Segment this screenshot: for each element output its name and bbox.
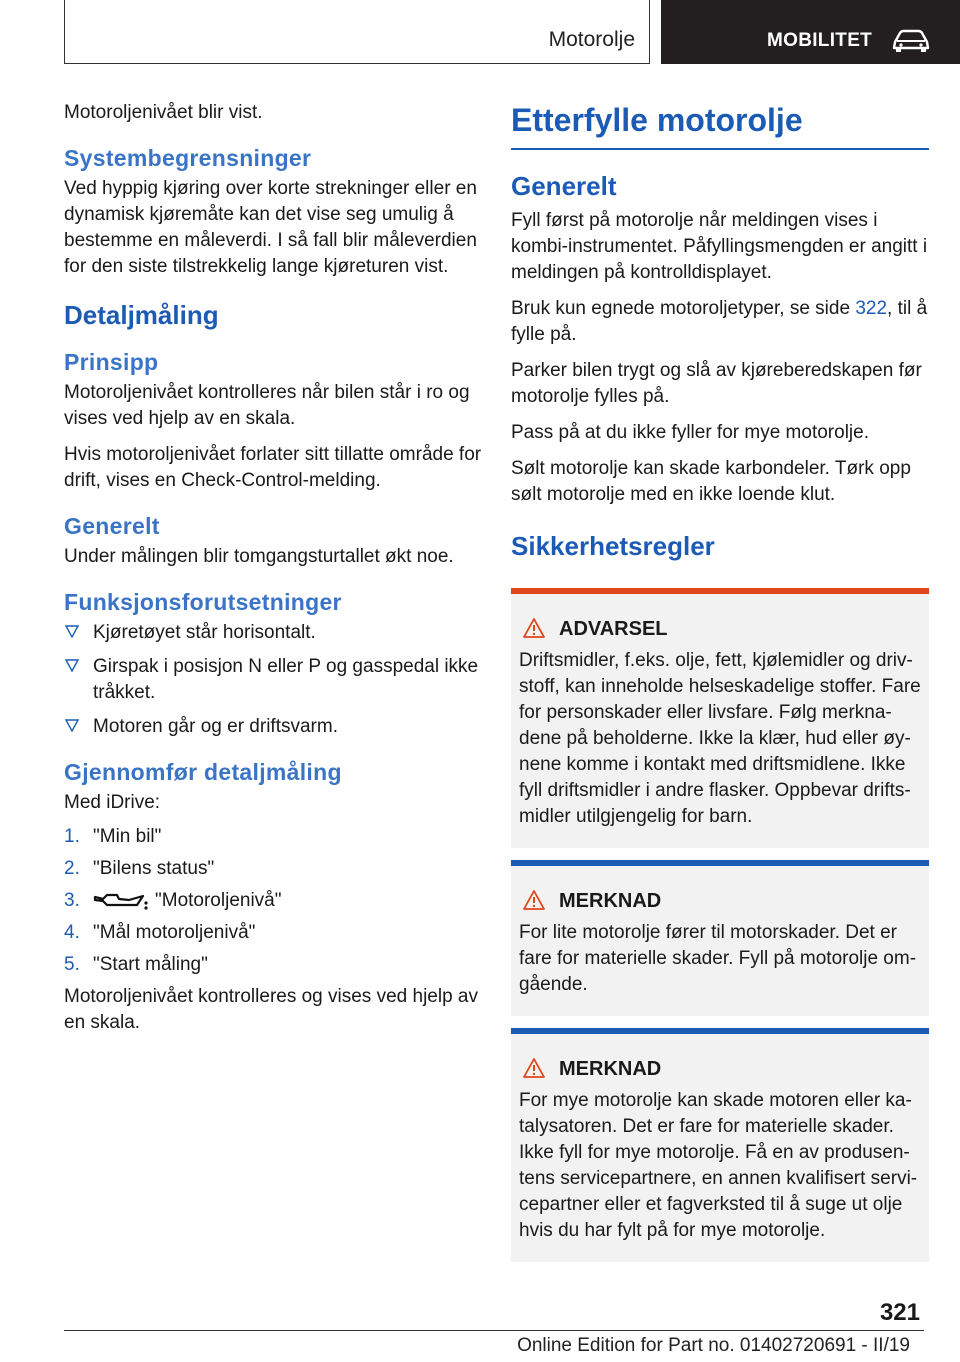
page-link[interactable]: 322: [855, 298, 888, 319]
step-item: 3. "Motoroljenivå": [64, 890, 282, 911]
page-title: Etterfylle motorolje: [511, 100, 929, 150]
warning-text: Driftsmidler, f.eks. olje, fett, kjølemidler og driv-stoff, kan inneholde helseskadelige stoffer. Fare for personskader eller livsfare. Følg merkna-dene på beholderne. Ikke la klær, hud eller øy-nene komme i kontakt med driftsmidlene. Ikke fyll driftsmidler i andre flasker. Oppbevar drifts-midler utilgjengelig for barn.: [519, 650, 921, 827]
list-item: Girspak i posisjon N eller P og gasspedal ikke tråkket.: [64, 654, 482, 706]
list-item: Motoren går og er driftsvarm.: [64, 714, 482, 740]
category-label: MOBILITET: [767, 30, 873, 51]
step-item: 1. "Min bil": [64, 826, 162, 847]
warning-box: [511, 588, 929, 848]
intro-text: Motoroljenivået blir vist.: [64, 102, 263, 123]
systembegrensninger-text: Ved hyppig kjøring over korte strekninger eller en dynamisk kjøremåte kan det vise seg umulig å bestemme en måleverdi. I så fall blir måleverdien for den siste tilstrekkelig lange kjøreturen vist.: [64, 178, 477, 277]
left-column: [64, 100, 482, 1046]
idrive-intro: Med iDrive:: [64, 792, 161, 813]
prerequisite-list: [64, 620, 482, 740]
prinsipp-text-2: Hvis motoroljenivået forlater sitt tillatte område for drift, vises en Check-Control-melding.: [64, 444, 482, 491]
warning-triangle-icon: [523, 1058, 545, 1078]
warning-triangle-icon: [523, 890, 545, 910]
triangle-bullet-icon: [65, 659, 79, 672]
outro-text: Motoroljenivået kontrolleres og vises ved hjelp av en skala.: [64, 986, 478, 1033]
heading-generelt: Generelt: [64, 513, 160, 539]
right-text-1: Fyll først på motorolje når meldingen vises i kombi-instrumentet. Påfyllingsmengden er angitt i meldingen på kontrolldisplayet.: [511, 210, 928, 283]
note-title: MERKNAD: [559, 890, 662, 912]
step-item: 5. "Start måling": [64, 954, 208, 975]
header-section-box: [64, 0, 650, 64]
list-item: Kjøretøyet står horisontalt.: [64, 620, 482, 646]
oil-can-icon: [93, 891, 149, 911]
step-item: 2. "Bilens status": [64, 858, 215, 879]
heading-gjennomfor-detaljmaling: Gjennomfør detaljmåling: [64, 759, 342, 785]
warning-title: ADVARSEL: [559, 618, 668, 640]
heading-generelt-right: Generelt: [511, 171, 617, 201]
step-item: 4. "Mål motoroljenivå": [64, 922, 256, 943]
note-box: [511, 860, 929, 1016]
right-text-2: Bruk kun egnede motoroljetyper, se side 322, til å fylle på.: [511, 298, 928, 345]
note-text: For mye motorolje kan skade motoren eller ka-talysatoren. Det er fare for materielle skader. Ikke fyll for mye motorolje. Få en av produsen-tens servicepartnere, en annen kvalifisert servi-cepartner eller et fagverksted til å suge ut olje hvis du har fylt på for mye motorolje.: [519, 1090, 918, 1241]
car-icon: [891, 28, 931, 54]
note-box: [511, 1028, 929, 1262]
step-list: [64, 824, 482, 978]
right-column: [511, 100, 929, 1262]
section-title: Motorolje: [548, 28, 635, 51]
header-category-tab: [661, 0, 960, 64]
heading-prinsipp: Prinsipp: [64, 349, 159, 375]
heading-funksjonsforutsetninger: Funksjonsforutsetninger: [64, 589, 342, 615]
right-text-4: Pass på at du ikke fyller for mye motorolje.: [511, 422, 869, 443]
heading-sikkerhetsregler: Sikkerhetsregler: [511, 531, 715, 561]
triangle-bullet-icon: [65, 719, 79, 732]
footer-divider: [64, 1330, 924, 1331]
warning-triangle-icon: [523, 618, 545, 638]
heading-systembegrensninger: Systembegrensninger: [64, 145, 312, 171]
note-text: For lite motorolje fører til motorskader. Det er fare for materielle skader. Fyll på motorolje om-gående.: [519, 922, 917, 995]
right-text-3: Parker bilen trygt og slå av kjøreberedskapen før motorolje fylles på.: [511, 360, 922, 407]
prinsipp-text-1: Motoroljenivået kontrolleres når bilen står i ro og vises ved hjelp av en skala.: [64, 382, 470, 429]
heading-detaljmaling: Detaljmåling: [64, 300, 219, 330]
triangle-bullet-icon: [65, 625, 79, 638]
generelt-text: Under målingen blir tomgangsturtallet økt noe.: [64, 546, 454, 567]
note-title: MERKNAD: [559, 1058, 662, 1080]
right-text-5: Sølt motorolje kan skade karbondeler. Tørk opp sølt motorolje med en ikke loende klut.: [511, 458, 911, 505]
footer-edition: Online Edition for Part no. 01402720691 - II/19: [517, 1335, 910, 1356]
page-number: 321: [879, 1299, 920, 1326]
